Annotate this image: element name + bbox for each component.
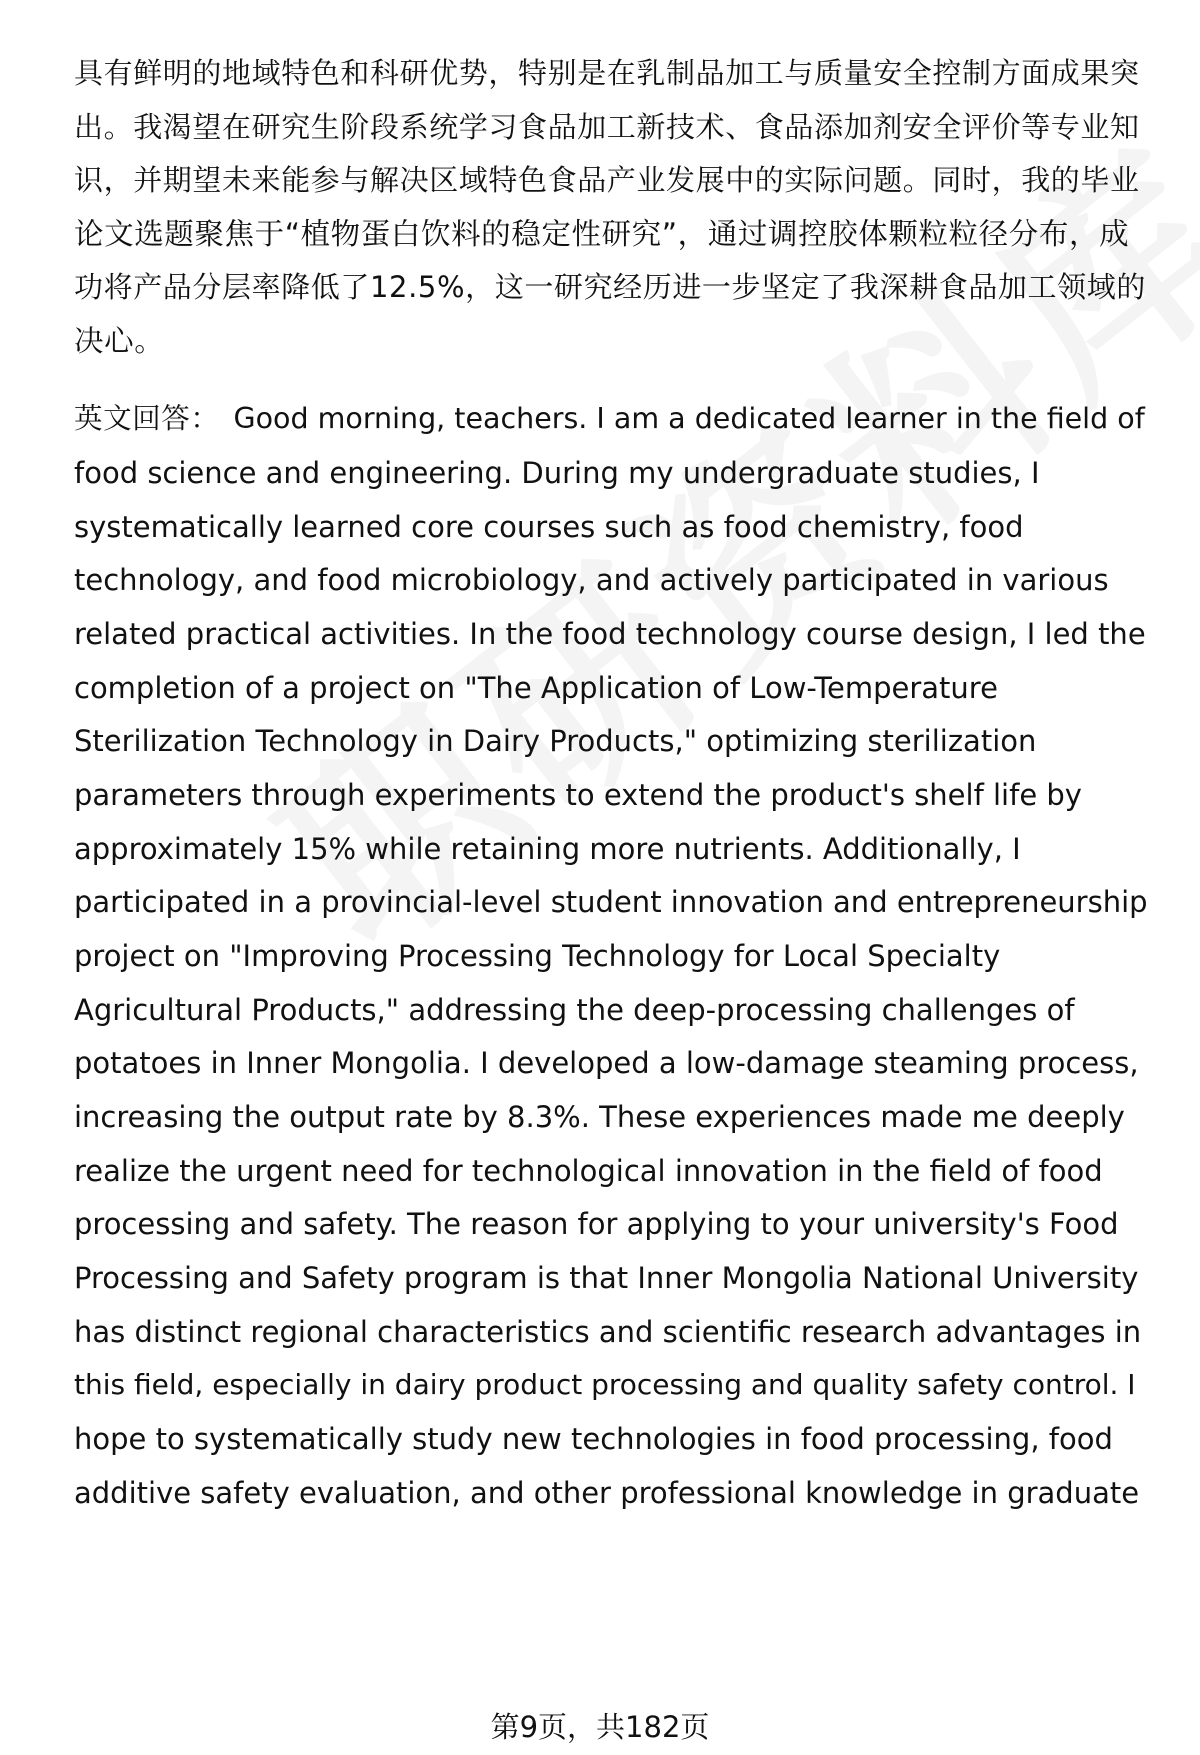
english-answer-first-line bbox=[74, 399, 1154, 439]
en-line: hope to systematically study new technologies in food processing, food bbox=[74, 1422, 1113, 1456]
en-line: Sterilization Technology in Dairy Products," optimizing sterilization bbox=[74, 724, 1037, 758]
en-line: completion of a project on "The Application of Low-Temperature bbox=[74, 671, 998, 705]
en-line: related practical activities. In the food technology course design, I led the bbox=[74, 617, 1146, 651]
en-line: systematically learned core courses such as food chemistry, food bbox=[74, 510, 1024, 544]
cn-line: 论文选题聚焦于“植物蛋白饮料的稳定性研究”，通过调控胶体颗粒粒径分布，成 bbox=[74, 217, 1130, 251]
english-answer-label: 英文回答： bbox=[74, 402, 220, 435]
en-line: Processing and Safety program is that Inner Mongolia National University bbox=[74, 1261, 1139, 1295]
cn-line: 决心。 bbox=[74, 324, 165, 358]
en-line: technology, and food microbiology, and actively participated in various bbox=[74, 563, 1109, 597]
en-line: project on "Improving Processing Technology for Local Specialty bbox=[74, 939, 1001, 973]
en-line: processing and safety. The reason for applying to your university's Food bbox=[74, 1207, 1119, 1241]
page-number-footer: 第9页，共182页 bbox=[490, 1710, 710, 1744]
en-line: potatoes in Inner Mongolia. I developed a low-damage steaming process, bbox=[74, 1046, 1139, 1080]
cn-line: 功将产品分层率降低了12.5%，这一研究经历进一步坚定了我深耕食品加工领域的 bbox=[74, 270, 1146, 304]
en-line: Good morning, teachers. I am a dedicated learner in the field of bbox=[233, 402, 1145, 435]
en-line: increasing the output rate by 8.3%. These experiences made me deeply bbox=[74, 1100, 1125, 1134]
cn-line: 具有鲜明的地域特色和科研优势，特别是在乳制品加工与质量安全控制方面成果突 bbox=[74, 56, 1140, 90]
cn-line: 识，并期望未来能参与解决区域特色食品产业发展中的实际问题。同时，我的毕业 bbox=[74, 163, 1140, 197]
en-line: food science and engineering. During my undergraduate studies, I bbox=[74, 456, 1040, 490]
en-line: additive safety evaluation, and other professional knowledge in graduate bbox=[74, 1476, 1140, 1510]
cn-line: 出。我渴望在研究生阶段系统学习食品加工新技术、食品添加剂安全评价等专业知 bbox=[74, 110, 1140, 144]
en-line: has distinct regional characteristics and scientific research advantages in bbox=[74, 1315, 1142, 1349]
en-line: participated in a provincial-level student innovation and entrepreneurship bbox=[74, 885, 1148, 919]
en-line: parameters through experiments to extend the product's shelf life by bbox=[74, 778, 1082, 812]
en-line: this field, especially in dairy product processing and quality safety control. I bbox=[74, 1368, 1136, 1401]
en-line: Agricultural Products," addressing the deep-processing challenges of bbox=[74, 993, 1075, 1027]
en-line: approximately 15% while retaining more nutrients. Additionally, I bbox=[74, 832, 1021, 866]
en-line: realize the urgent need for technological innovation in the field of food bbox=[74, 1154, 1103, 1188]
